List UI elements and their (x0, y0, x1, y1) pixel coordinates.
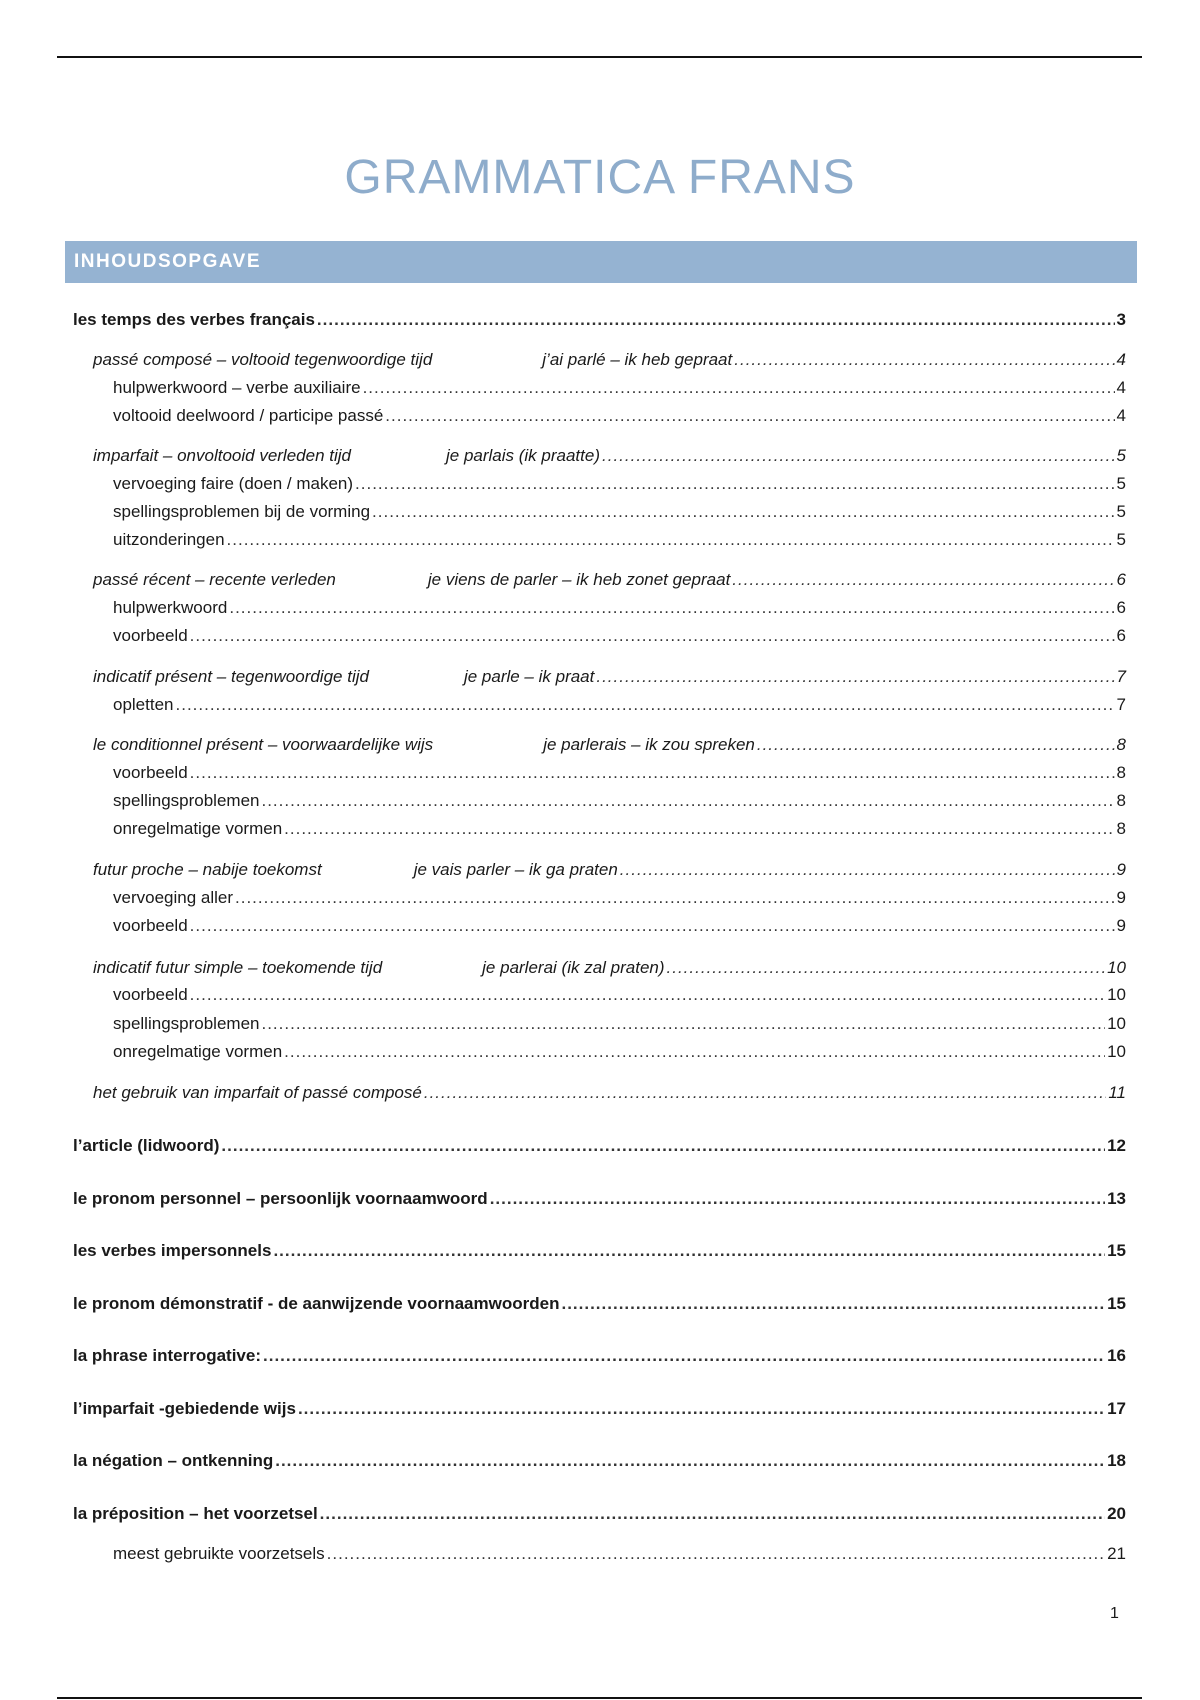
toc-entry[interactable]: voorbeeld ..... 9 (113, 916, 1126, 936)
toc-entry[interactable]: vervoeging faire (doen / maken) ..... 5 (113, 474, 1126, 494)
toc-entry[interactable]: le conditionnel présent – voorwaardelijke wijs je parlerais – ik zou spreken ..... 8 (93, 735, 1126, 755)
toc-entry[interactable]: indicatif futur simple – toekomende tijd je parlerai (ik zal praten) ..... 10 (93, 958, 1126, 978)
toc-entry[interactable]: les verbes impersonnels ..... 15 (73, 1241, 1126, 1261)
toc-entry[interactable]: onregelmatige vormen ..... 8 (113, 819, 1126, 839)
toc-entry[interactable]: spellingsproblemen ..... 8 (113, 791, 1126, 811)
toc-entry[interactable]: les temps des verbes français ..... 3 (73, 310, 1126, 330)
toc-entry[interactable]: voltooid deelwoord / participe passé ..... 4 (113, 406, 1126, 426)
toc-entry[interactable]: voorbeeld ..... 10 (113, 985, 1126, 1005)
toc-entry[interactable]: uitzonderingen ..... 5 (113, 530, 1126, 550)
toc-entry[interactable]: l’article (lidwoord) ..... 12 (73, 1136, 1126, 1156)
toc-entry[interactable]: vervoeging aller ..... 9 (113, 888, 1126, 908)
toc-entry[interactable]: spellingsproblemen ..... 10 (113, 1014, 1126, 1034)
toc-entry[interactable]: opletten ..... 7 (113, 695, 1126, 715)
document-title: GRAMMATICA FRANS (344, 151, 856, 204)
toc-entry[interactable]: la négation – ontkenning ..... 18 (73, 1451, 1126, 1471)
toc-entry[interactable]: passé composé – voltooid tegenwoordige tijd j’ai parlé – ik heb gepraat ..... 4 (93, 350, 1126, 370)
toc-entry[interactable]: imparfait – onvoltooid verleden tijd je parlais (ik praatte) ..... 5 (93, 446, 1126, 466)
toc-entry[interactable]: la préposition – het voorzetsel ..... 20 (73, 1504, 1126, 1524)
toc-entry[interactable]: voorbeeld ..... 6 (113, 626, 1126, 646)
toc-entry[interactable]: l’imparfait -gebiedende wijs ..... 17 (73, 1399, 1126, 1419)
toc-entry[interactable]: indicatif présent – tegenwoordige tijd je parle – ik praat ..... 7 (93, 667, 1126, 687)
page-number: 1 (1110, 1605, 1119, 1622)
toc-entry[interactable]: onregelmatige vormen ..... 10 (113, 1042, 1126, 1062)
toc-entry[interactable]: le pronom démonstratif - de aanwijzende voornaamwoorden ..... 15 (73, 1294, 1126, 1314)
toc-entry[interactable]: passé récent – recente verleden je viens de parler – ik heb zonet gepraat ..... 6 (93, 570, 1126, 590)
toc-entry[interactable]: hulpwerkwoord ..... 6 (113, 598, 1126, 618)
toc-entry[interactable]: hulpwerkwoord – verbe auxiliaire ..... 4 (113, 378, 1126, 398)
toc-heading: INHOUDSOPGAVE (74, 251, 262, 272)
top-rule (57, 56, 1142, 58)
toc-entry[interactable]: het gebruik van imparfait of passé composé ..... 11 (93, 1083, 1126, 1103)
toc-entry[interactable]: meest gebruikte voorzetsels ..... 21 (113, 1544, 1126, 1564)
toc-entry[interactable]: le pronom personnel – persoonlijk voornaamwoord ..... 13 (73, 1189, 1126, 1209)
toc-entry[interactable]: la phrase interrogative: ..... 16 (73, 1346, 1126, 1366)
toc-entry[interactable]: spellingsproblemen bij de vorming ..... 5 (113, 502, 1126, 522)
toc-heading-banner (65, 241, 1137, 283)
toc-entry[interactable]: futur proche – nabije toekomst je vais parler – ik ga praten ..... 9 (93, 860, 1126, 880)
bottom-rule (57, 1697, 1142, 1699)
toc-entry[interactable]: voorbeeld ..... 8 (113, 763, 1126, 783)
